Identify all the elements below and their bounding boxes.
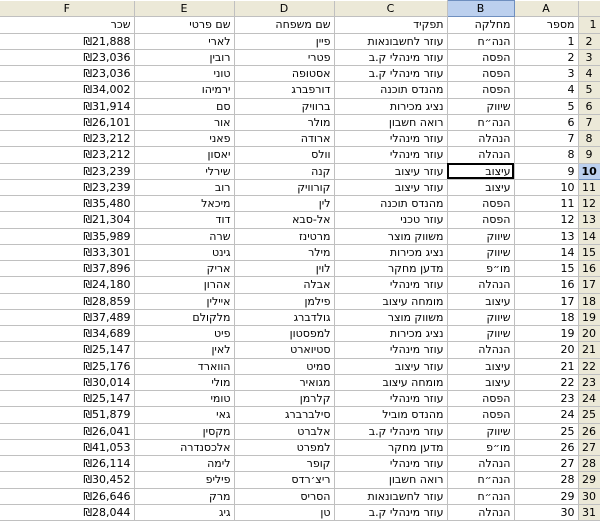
row-header-16[interactable]: 16: [578, 261, 600, 277]
table-row: [0, 163, 600, 179]
row-header-7[interactable]: 7: [578, 114, 600, 130]
cell-b31[interactable]: הנהלה: [447, 504, 514, 520]
cell-c20[interactable]: נציג מכירות: [334, 326, 447, 342]
cell-a7[interactable]: 6: [514, 114, 578, 130]
cell-d16[interactable]: לוין: [234, 261, 334, 277]
cell-f9[interactable]: ₪23,212: [0, 147, 134, 163]
cell-e8[interactable]: פאני: [134, 131, 234, 147]
row-header-30[interactable]: 30: [578, 488, 600, 504]
cell-a27[interactable]: 26: [514, 439, 578, 455]
table-row: [0, 98, 600, 114]
cell-b16[interactable]: מו״פ: [447, 261, 514, 277]
cell-c29[interactable]: רואה חשבון: [334, 472, 447, 488]
cell-b20[interactable]: שיווק: [447, 326, 514, 342]
cell-a10[interactable]: 9: [514, 163, 578, 179]
cell-c31[interactable]: עוזר מינהלי ק.ב: [334, 504, 447, 520]
cell-e13[interactable]: דוד: [134, 212, 234, 228]
row-header-5[interactable]: 5: [578, 82, 600, 98]
table-row: [0, 293, 600, 309]
table-row: [0, 114, 600, 130]
row-header-27[interactable]: 27: [578, 439, 600, 455]
cell-f23[interactable]: ₪30,014: [0, 374, 134, 390]
cell-f16[interactable]: ₪37,896: [0, 261, 134, 277]
row-header-10[interactable]: 10: [578, 163, 600, 179]
cell-b7[interactable]: הנה״ח: [447, 114, 514, 130]
cell-a14[interactable]: 13: [514, 228, 578, 244]
column-header-d[interactable]: D: [234, 1, 334, 17]
row-header-18[interactable]: 18: [578, 293, 600, 309]
cell-e27[interactable]: אלכסנדרה: [134, 439, 234, 455]
table-row: [0, 358, 600, 374]
row-header-31[interactable]: 31: [578, 504, 600, 520]
cell-b4[interactable]: הפסה: [447, 66, 514, 82]
cell-c17[interactable]: עוזר מינהלי: [334, 277, 447, 293]
cell-c2[interactable]: עוזר לחשבונאות: [334, 33, 447, 49]
row-header-29[interactable]: 29: [578, 472, 600, 488]
cell-f11[interactable]: ₪23,239: [0, 179, 134, 195]
cell-b2[interactable]: הנה״ח: [447, 33, 514, 49]
cell-e7[interactable]: אור: [134, 114, 234, 130]
cell-d25[interactable]: סילברברג: [234, 407, 334, 423]
cell-b1[interactable]: מחלקה: [447, 17, 514, 33]
cell-e26[interactable]: מקסין: [134, 423, 234, 439]
row-header-3[interactable]: 3: [578, 49, 600, 65]
cell-c25[interactable]: מהנדס מוביל: [334, 407, 447, 423]
table-row: [0, 196, 600, 212]
table-row: [0, 407, 600, 423]
table-row: [0, 374, 600, 390]
cell-f13[interactable]: ₪21,304: [0, 212, 134, 228]
cell-c1[interactable]: תפקיד: [334, 17, 447, 33]
cell-f20[interactable]: ₪34,689: [0, 326, 134, 342]
cell-b10[interactable]: עיצוב: [447, 163, 514, 179]
cell-a23[interactable]: 22: [514, 374, 578, 390]
cell-b6[interactable]: שיווק: [447, 98, 514, 114]
cell-e23[interactable]: מולי: [134, 374, 234, 390]
cell-b27[interactable]: מו״פ: [447, 439, 514, 455]
cell-d3[interactable]: פטרי: [234, 49, 334, 65]
cell-f18[interactable]: ₪28,859: [0, 293, 134, 309]
cell-b3[interactable]: הפסה: [447, 49, 514, 65]
table-row: [0, 504, 600, 520]
cell-d9[interactable]: וולס: [234, 147, 334, 163]
cell-e14[interactable]: שרה: [134, 228, 234, 244]
cell-f14[interactable]: ₪35,989: [0, 228, 134, 244]
cell-c15[interactable]: נציג מכירות: [334, 244, 447, 260]
cell-e22[interactable]: הווארד: [134, 358, 234, 374]
cell-d23[interactable]: מגואיר: [234, 374, 334, 390]
cell-c28[interactable]: עוזר מינהלי: [334, 456, 447, 472]
row-header-14[interactable]: 14: [578, 228, 600, 244]
cell-f17[interactable]: ₪24,180: [0, 277, 134, 293]
row-header-20[interactable]: 20: [578, 326, 600, 342]
row-header-15[interactable]: 15: [578, 244, 600, 260]
table-row: [0, 472, 600, 488]
cell-c27[interactable]: מדען מחקר: [334, 439, 447, 455]
cell-e6[interactable]: סם: [134, 98, 234, 114]
table-row: [0, 244, 600, 260]
row-header-2[interactable]: 2: [578, 33, 600, 49]
row-header-8[interactable]: 8: [578, 131, 600, 147]
cell-d24[interactable]: קלרמן: [234, 391, 334, 407]
row-header-26[interactable]: 26: [578, 423, 600, 439]
cell-c5[interactable]: מהנדס תוכנה: [334, 82, 447, 98]
cell-a19[interactable]: 18: [514, 309, 578, 325]
cell-d21[interactable]: סטיוארט: [234, 342, 334, 358]
cell-d26[interactable]: אלברט: [234, 423, 334, 439]
table-row: [0, 82, 600, 98]
cell-b19[interactable]: שיווק: [447, 309, 514, 325]
cell-c8[interactable]: עוזר מינהלי: [334, 131, 447, 147]
cell-c16[interactable]: מדען מחקר: [334, 261, 447, 277]
cell-a26[interactable]: 25: [514, 423, 578, 439]
cell-a15[interactable]: 14: [514, 244, 578, 260]
cell-f1[interactable]: שכר: [0, 17, 134, 33]
cell-c9[interactable]: עוזר מינהלי: [334, 147, 447, 163]
cell-c24[interactable]: עוזר מינהלי: [334, 391, 447, 407]
table-row: [0, 261, 600, 277]
cell-d22[interactable]: סמיט: [234, 358, 334, 374]
cell-b30[interactable]: הנה״ח: [447, 488, 514, 504]
grid-body: [0, 17, 600, 521]
cell-f15[interactable]: ₪33,301: [0, 244, 134, 260]
cell-e10[interactable]: שירלי: [134, 163, 234, 179]
cell-b17[interactable]: הנהלה: [447, 277, 514, 293]
cell-f29[interactable]: ₪30,452: [0, 472, 134, 488]
cell-c26[interactable]: עוזר מינהלי ק.ב: [334, 423, 447, 439]
cell-b28[interactable]: הנהלה: [447, 456, 514, 472]
row-header-12[interactable]: 12: [578, 196, 600, 212]
row-header-4[interactable]: 4: [578, 66, 600, 82]
cell-a25[interactable]: 24: [514, 407, 578, 423]
cell-b22[interactable]: עיצוב: [447, 358, 514, 374]
cell-b8[interactable]: הנהלה: [447, 131, 514, 147]
row-header-24[interactable]: 24: [578, 391, 600, 407]
cell-b23[interactable]: עיצוב: [447, 374, 514, 390]
row-header-21[interactable]: 21: [578, 342, 600, 358]
cell-c6[interactable]: נציג מכירות: [334, 98, 447, 114]
table-row: [0, 488, 600, 504]
cell-a11[interactable]: 10: [514, 179, 578, 195]
row-header-23[interactable]: 23: [578, 374, 600, 390]
cell-e16[interactable]: אריק: [134, 261, 234, 277]
cell-b25[interactable]: הפסה: [447, 407, 514, 423]
cell-d1[interactable]: שם משפחה: [234, 17, 334, 33]
cell-a1[interactable]: מספר: [514, 17, 578, 33]
column-header-a[interactable]: A: [514, 1, 578, 17]
cell-a12[interactable]: 11: [514, 196, 578, 212]
cell-d4[interactable]: אסטופה: [234, 66, 334, 82]
cell-a17[interactable]: 16: [514, 277, 578, 293]
cell-a8[interactable]: 7: [514, 131, 578, 147]
table-row: [0, 212, 600, 228]
table-row: [0, 66, 600, 82]
cell-a3[interactable]: 2: [514, 49, 578, 65]
cell-a13[interactable]: 12: [514, 212, 578, 228]
cell-e19[interactable]: מלקולם: [134, 309, 234, 325]
cell-f30[interactable]: ₪26,646: [0, 488, 134, 504]
cell-e18[interactable]: איילין: [134, 293, 234, 309]
cell-b9[interactable]: הנהלה: [447, 147, 514, 163]
cell-c7[interactable]: רואה חשבון: [334, 114, 447, 130]
cell-e30[interactable]: מרק: [134, 488, 234, 504]
cell-e9[interactable]: יאסון: [134, 147, 234, 163]
cell-f4[interactable]: ₪23,036: [0, 66, 134, 82]
cell-e20[interactable]: פיט: [134, 326, 234, 342]
cell-e29[interactable]: פיליפ: [134, 472, 234, 488]
cell-c14[interactable]: משווק מוצר: [334, 228, 447, 244]
cell-d8[interactable]: ארודה: [234, 131, 334, 147]
row-header-28[interactable]: 28: [578, 456, 600, 472]
cell-b11[interactable]: עיצוב: [447, 179, 514, 195]
table-row: [0, 228, 600, 244]
cell-a9[interactable]: 8: [514, 147, 578, 163]
cell-d29[interactable]: ריצ׳רדס: [234, 472, 334, 488]
cell-f24[interactable]: ₪25,147: [0, 391, 134, 407]
table-row: [0, 423, 600, 439]
table-row: [0, 342, 600, 358]
cell-b13[interactable]: הפסה: [447, 212, 514, 228]
cell-f5[interactable]: ₪34,002: [0, 82, 134, 98]
table-row: [0, 439, 600, 455]
cell-e25[interactable]: גאי: [134, 407, 234, 423]
cell-a28[interactable]: 27: [514, 456, 578, 472]
table-row: [0, 179, 600, 195]
table-row: [0, 147, 600, 163]
cell-d31[interactable]: טן: [234, 504, 334, 520]
cell-f6[interactable]: ₪31,914: [0, 98, 134, 114]
column-header-f[interactable]: F: [0, 1, 134, 17]
cell-d15[interactable]: מילר: [234, 244, 334, 260]
row-header-13[interactable]: 13: [578, 212, 600, 228]
table-row: [0, 309, 600, 325]
cell-a29[interactable]: 28: [514, 472, 578, 488]
cell-e12[interactable]: מיכאל: [134, 196, 234, 212]
cell-d13[interactable]: אל-סבא: [234, 212, 334, 228]
cell-e2[interactable]: לארי: [134, 33, 234, 49]
cell-e28[interactable]: לימה: [134, 456, 234, 472]
cell-d19[interactable]: גולדברג: [234, 309, 334, 325]
cell-c13[interactable]: עוזר טכני: [334, 212, 447, 228]
cell-c23[interactable]: מומחה עיצוב: [334, 374, 447, 390]
cell-a6[interactable]: 5: [514, 98, 578, 114]
cell-f22[interactable]: ₪25,176: [0, 358, 134, 374]
row-header-6[interactable]: 6: [578, 98, 600, 114]
cell-f8[interactable]: ₪23,212: [0, 131, 134, 147]
cell-c10[interactable]: עוזר עיצוב: [334, 163, 447, 179]
cell-d7[interactable]: מולר: [234, 114, 334, 130]
row-header-19[interactable]: 19: [578, 309, 600, 325]
cell-f27[interactable]: ₪41,053: [0, 439, 134, 455]
row-header-22[interactable]: 22: [578, 358, 600, 374]
cell-f19[interactable]: ₪37,489: [0, 309, 134, 325]
column-header-c[interactable]: C: [334, 1, 447, 17]
table-row: [0, 49, 600, 65]
cell-d20[interactable]: למפסטון: [234, 326, 334, 342]
row-header-11[interactable]: 11: [578, 179, 600, 195]
cell-f7[interactable]: ₪26,101: [0, 114, 134, 130]
cell-b18[interactable]: עיצוב: [447, 293, 514, 309]
table-row: [0, 33, 600, 49]
cell-e31[interactable]: גיג: [134, 504, 234, 520]
row-header-1[interactable]: 1: [578, 17, 600, 33]
header-row: [0, 17, 600, 33]
cell-d14[interactable]: מרטינז: [234, 228, 334, 244]
column-header-b[interactable]: B: [447, 1, 514, 17]
cell-e3[interactable]: רובין: [134, 49, 234, 65]
cell-c21[interactable]: עוזר מינהלי: [334, 342, 447, 358]
cell-f10[interactable]: ₪23,239: [0, 163, 134, 179]
cell-e21[interactable]: לאין: [134, 342, 234, 358]
row-header-17[interactable]: 17: [578, 277, 600, 293]
cell-f21[interactable]: ₪25,147: [0, 342, 134, 358]
cell-f2[interactable]: ₪21,888: [0, 33, 134, 49]
cell-f25[interactable]: ₪51,879: [0, 407, 134, 423]
cell-d6[interactable]: ברוויק: [234, 98, 334, 114]
cell-e24[interactable]: טומי: [134, 391, 234, 407]
row-header-25[interactable]: 25: [578, 407, 600, 423]
cell-c3[interactable]: עוזר מינהלי ק.ב: [334, 49, 447, 65]
cell-b26[interactable]: שיווק: [447, 423, 514, 439]
cell-e5[interactable]: ירמיהו: [134, 82, 234, 98]
cell-d2[interactable]: פיין: [234, 33, 334, 49]
select-all-corner[interactable]: [578, 1, 600, 17]
row-header-9[interactable]: 9: [578, 147, 600, 163]
cell-c18[interactable]: מומחה עיצוב: [334, 293, 447, 309]
cell-b24[interactable]: הפסה: [447, 391, 514, 407]
cell-a31[interactable]: 30: [514, 504, 578, 520]
cell-a16[interactable]: 15: [514, 261, 578, 277]
cell-e4[interactable]: טוני: [134, 66, 234, 82]
cell-c22[interactable]: עוזר עיצוב: [334, 358, 447, 374]
cell-c12[interactable]: מהנדס תוכנה: [334, 196, 447, 212]
cell-a18[interactable]: 17: [514, 293, 578, 309]
cell-a24[interactable]: 23: [514, 391, 578, 407]
cell-e15[interactable]: גינט: [134, 244, 234, 260]
cell-a30[interactable]: 29: [514, 488, 578, 504]
cell-d18[interactable]: פילמן: [234, 293, 334, 309]
table-row: [0, 131, 600, 147]
cell-c11[interactable]: עוזר עיצוב: [334, 179, 447, 195]
cell-b12[interactable]: הפסה: [447, 196, 514, 212]
cell-b5[interactable]: הפסה: [447, 82, 514, 98]
column-header-e[interactable]: E: [134, 1, 234, 17]
table-row: [0, 277, 600, 293]
cell-d10[interactable]: קנה: [234, 163, 334, 179]
cell-d17[interactable]: אבלה: [234, 277, 334, 293]
cell-b14[interactable]: שיווק: [447, 228, 514, 244]
cell-d12[interactable]: לין: [234, 196, 334, 212]
cell-f26[interactable]: ₪26,041: [0, 423, 134, 439]
table-row: [0, 391, 600, 407]
cell-a22[interactable]: 21: [514, 358, 578, 374]
cell-e17[interactable]: אהרון: [134, 277, 234, 293]
cell-d28[interactable]: קופר: [234, 456, 334, 472]
cell-a20[interactable]: 19: [514, 326, 578, 342]
cell-b15[interactable]: שיווק: [447, 244, 514, 260]
cell-c19[interactable]: משווק מוצר: [334, 309, 447, 325]
cell-e11[interactable]: רוב: [134, 179, 234, 195]
table-row: [0, 326, 600, 342]
cell-d30[interactable]: הסריס: [234, 488, 334, 504]
cell-f12[interactable]: ₪35,480: [0, 196, 134, 212]
cell-f28[interactable]: ₪26,114: [0, 456, 134, 472]
cell-c4[interactable]: עוזר מינהלי ק.ב: [334, 66, 447, 82]
cell-b21[interactable]: הנהלה: [447, 342, 514, 358]
cell-a5[interactable]: 4: [514, 82, 578, 98]
cell-e1[interactable]: שם פרטי: [134, 17, 234, 33]
cell-b29[interactable]: הנה״ח: [447, 472, 514, 488]
cell-d11[interactable]: קורוויק: [234, 179, 334, 195]
cell-a2[interactable]: 1: [514, 33, 578, 49]
cell-a21[interactable]: 20: [514, 342, 578, 358]
cell-a4[interactable]: 3: [514, 66, 578, 82]
cell-d27[interactable]: למפרט: [234, 439, 334, 455]
column-header-row: [0, 1, 600, 17]
cell-c30[interactable]: עוזר לחשבונאות: [334, 488, 447, 504]
cell-d5[interactable]: דורפברג: [234, 82, 334, 98]
cell-f3[interactable]: ₪23,036: [0, 49, 134, 65]
cell-f31[interactable]: ₪28,044: [0, 504, 134, 520]
table-row: [0, 456, 600, 472]
